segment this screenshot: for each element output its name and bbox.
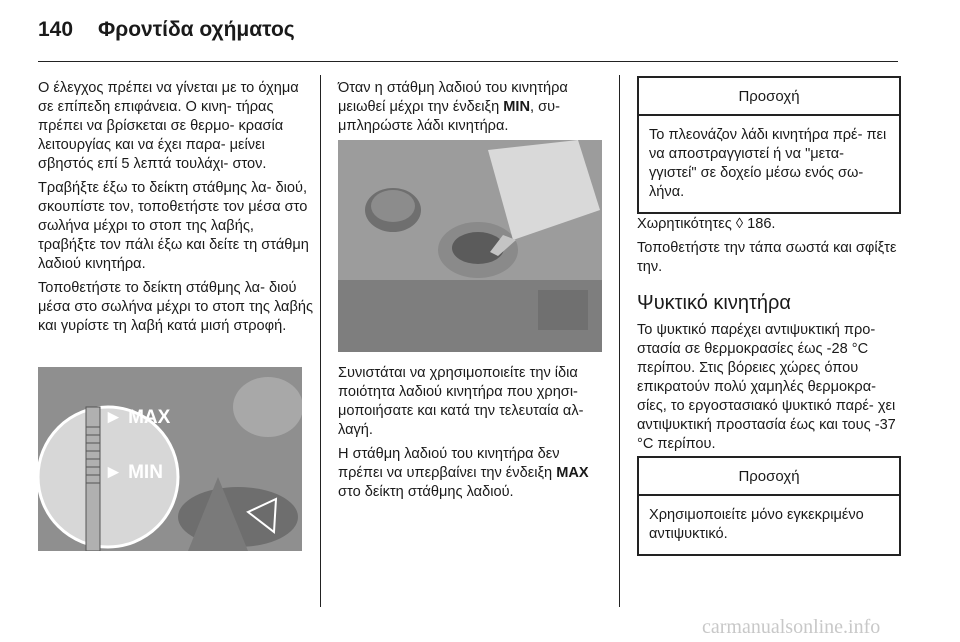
paragraph: Όταν η στάθμη λαδιού του κινητήρα μειωθεί μέχρι την ένδειξη MIN, συ- μπληρώστε λάδι κινητήρα. [338, 80, 568, 134]
middle-column [338, 79, 604, 141]
column-divider-right [619, 75, 620, 607]
caution-text: Χρησιμοποιείτε μόνο εγκεκριμένο αντιψυκτικό. [649, 507, 864, 542]
oil-filling-illustration-graphic [338, 140, 602, 352]
paragraph: Το ψυκτικό παρέχει αντιψυκτική προ- στασία σε θερμοκρασίες έως -28 °C περίπου. Στις βόρειες χώρες όπου επικρατούν πολύ χαμηλές θερμοκρα- σίες, το εργοστασιακό ψυκτικό παρέ- χει αντιψυκτική προστασία έως και τους -37 °C περίπου. [637, 322, 896, 452]
oil-filling-illustration [338, 140, 602, 352]
caution-box [637, 76, 901, 214]
dipstick-illustration [38, 367, 302, 551]
dipstick-illustration-graphic [38, 367, 302, 551]
page-title: Φροντίδα οχήματος [98, 18, 295, 41]
caution-text: Το πλεονάζον λάδι κινητήρα πρέ- πει να αποστραγγιστεί ή να "μετα- γγιστεί" σε δοχείο μέσω ενός σω- λήνα. [649, 127, 887, 200]
caution-title: Προσοχή [639, 458, 899, 496]
left-column [38, 79, 314, 341]
section-title: Ψυκτικό κινητήρα [637, 292, 791, 314]
caution-box [637, 456, 901, 556]
column-divider-left [320, 75, 321, 607]
right-column [637, 215, 899, 282]
paragraph: Τραβήξτε έξω το δείκτη στάθμης λα- διού, σκουπίστε τον, τοποθετήστε τον μέσα στο σωλήνα μέχρι το στοπ της λαβής, τραβήξτε τον πάλι έξω και δείτε τη στάθμη λαδιού κινητήρα. [38, 180, 309, 272]
capacities-reference: Χωρητικότητες ◊ 186. [637, 216, 776, 232]
paragraph: Η στάθμη λαδιού του κινητήρα δεν πρέπει να υπερβαίνει την ένδειξη MAX στο δείκτη στάθμης λαδιού. [338, 446, 589, 500]
page-number: 140 [38, 18, 74, 41]
paragraph: Ο έλεγχος πρέπει να γίνεται με το όχημα σε επίπεδη επιφάνεια. Ο κινη- τήρας πρέπει να βρίσκεται σε θερμο- κρασία λειτουργίας και να έχει παρα- μείνει σβηστός επί 5 λεπτά τουλάχι- στον. [38, 80, 299, 172]
middle-column-lower [338, 364, 604, 507]
max-marker: ► MAX [104, 407, 171, 428]
watermark: carmanualsonline.info [702, 616, 881, 638]
page-header [38, 18, 295, 42]
min-marker: ► MIN [104, 462, 163, 483]
paragraph: Συνιστάται να χρησιμοποιείτε την ίδια ποιότητα λαδιού κινητήρα που χρησι- μοποιήσατε και κατά την τελευταία αλ- λαγή. [338, 365, 584, 438]
paragraph: Τοποθετήστε το δείκτη στάθμης λα- διού μέσα στο σωλήνα μέχρι το στοπ της λαβής και γυρίστε τη λαβή κατά μισή στροφή. [38, 280, 314, 334]
max-label: MAX [128, 407, 171, 428]
min-label: MIN [128, 462, 163, 483]
paragraph: Τοποθετήστε την τάπα σωστά και σφίξτε την. [637, 240, 897, 275]
caution-title: Προσοχή [639, 78, 899, 116]
header-rule [38, 61, 898, 62]
coolant-text [637, 321, 901, 459]
